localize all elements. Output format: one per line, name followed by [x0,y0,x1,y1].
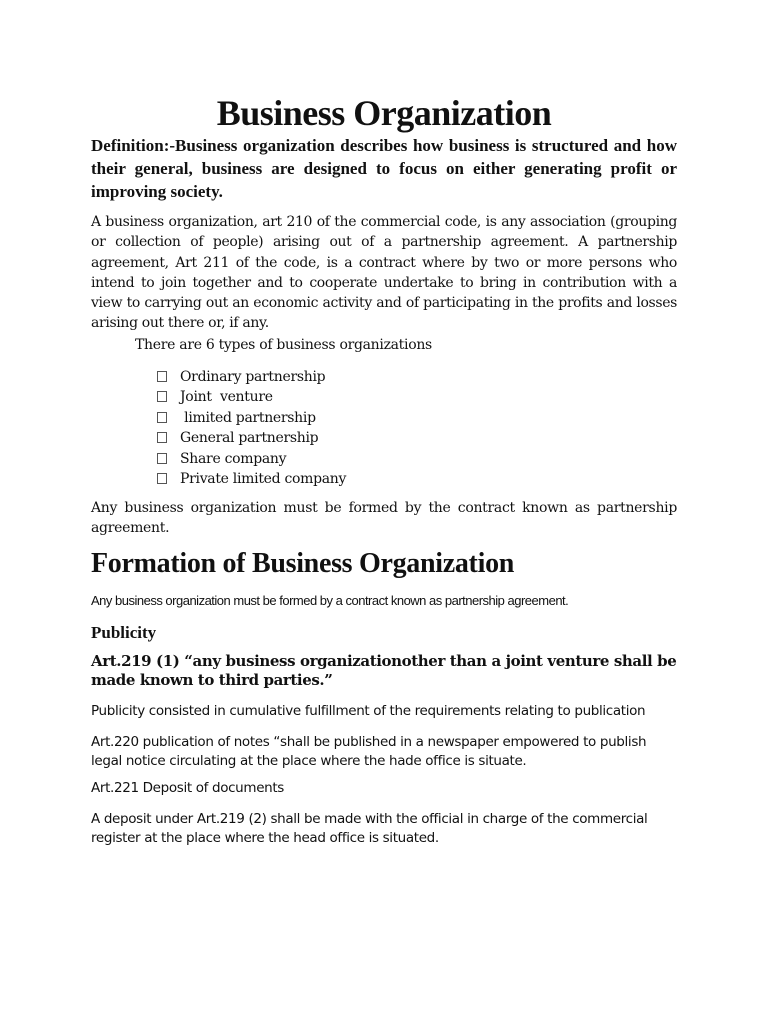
list-item: General partnership [157,428,346,448]
list-item: Share company [157,449,346,469]
bullet-box-icon [157,391,167,402]
publicity-text: Publicity consisted in cumulative fulfillment of the requirements relating to publication [91,703,646,719]
definition-paragraph: Definition:-Business organization describes how business is structured and how their general, business are designed to focus on either generating profit or improving society. [91,136,677,201]
section-heading: Formation of Business Organization [91,548,515,579]
list-item: Private limited company [157,469,346,489]
closing-paragraph: Any business organization must be formed by the contract known as partnership agreement. [91,500,677,536]
bullet-box-icon [157,412,167,423]
page-title: Business Organization [216,93,552,133]
list-item: Ordinary partnership [157,367,346,387]
art219-quote: Art.219 (1) “any business organizationother than a joint venture shall be made known to third parties.” [91,652,677,689]
art221-text: Art.221 Deposit of documents [91,780,284,796]
bullet-box-icon [157,453,167,464]
section-intro: Any business organization must be formed by a contract known as partnership agreement. [91,593,569,608]
publicity-subheading: Publicity [91,623,157,642]
intro-paragraph: A business organization, art 210 of the commercial code, is any association (grouping or collection of people) arising out of a partnership agreement. A partnership agreement, Art 211 of the code, is a contract where by two or more persons who intend to join together and to cooperate undertake to bring in contribution with a view to carrying out an economic activity and of participating in the profits and losses arising out there or, if any. [91,214,677,332]
bullet-box-icon [157,371,167,382]
bullet-box-icon [157,473,167,484]
types-intro: There are 6 types of business organizations [135,337,432,353]
list-item: Joint venture [157,387,346,407]
types-list [157,367,346,489]
art220-text: Art.220 publication of notes “shall be published in a newspaper empowered to publish legal notice circulating at the place where the hade office is situate. [91,734,647,769]
list-item: limited partnership [157,408,346,428]
deposit-text: A deposit under Art.219 (2) shall be made with the official in charge of the commercial register at the place where the head office is situated. [91,811,648,846]
bullet-box-icon [157,432,167,443]
